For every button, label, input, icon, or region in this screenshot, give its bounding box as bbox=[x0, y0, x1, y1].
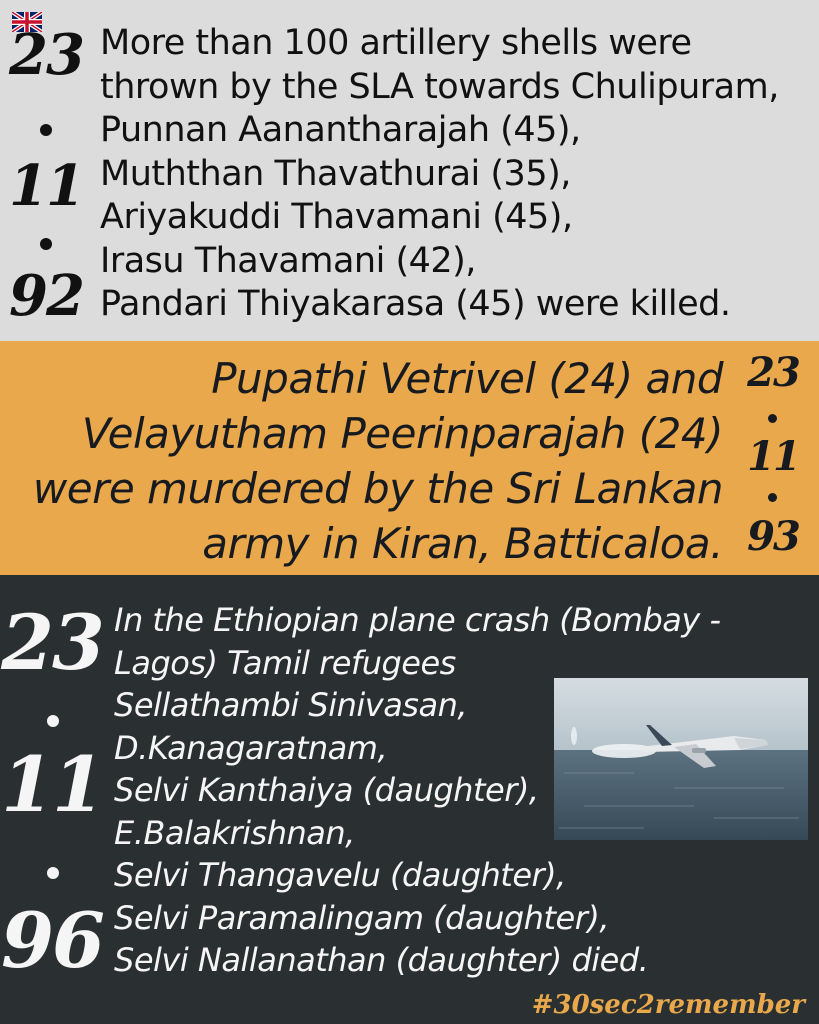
date-year: 92 bbox=[9, 263, 83, 329]
date-year: 96 bbox=[1, 896, 103, 985]
entry-1993 bbox=[0, 341, 819, 575]
date-separator-dot bbox=[47, 867, 59, 879]
text-line: Irasu Thavamani (42), bbox=[100, 240, 476, 281]
date-year: 93 bbox=[747, 513, 799, 560]
text-line: army in Kiran, Batticaloa. bbox=[202, 519, 723, 568]
date-separator-dot bbox=[40, 238, 52, 250]
plane-crash-photo bbox=[554, 678, 808, 840]
text-line: Lagos) Tamil refugees bbox=[114, 643, 456, 682]
text-line: More than 100 artillery shells were bbox=[100, 23, 692, 63]
date-separator-dot bbox=[768, 493, 777, 502]
text-line: Sellathambi Sinivasan, bbox=[114, 686, 468, 724]
date-day: 23 bbox=[1, 598, 103, 687]
date-day: 23 bbox=[747, 349, 799, 396]
text-line: Selvi Nallanathan (daughter) died. bbox=[114, 941, 649, 979]
text-line: Pupathi Vetrivel (24) and bbox=[211, 354, 723, 403]
date-separator-dot bbox=[768, 414, 777, 423]
text-line: Selvi Kanthaiya (daughter), bbox=[114, 771, 539, 809]
date-separator-dot bbox=[47, 715, 59, 727]
date-day: 23 bbox=[9, 22, 83, 88]
text-line: thrown by the SLA towards Chulipuram, bbox=[100, 66, 779, 107]
date-separator-dot bbox=[40, 124, 52, 136]
text-line: Selvi Thangavelu (daughter), bbox=[114, 856, 566, 894]
text-line: were murdered by the Sri Lankan bbox=[32, 464, 723, 513]
text-line: Muththan Thavathurai (35), bbox=[100, 153, 571, 194]
entry-text bbox=[33, 351, 723, 571]
text-line: Ariyakuddi Thavamani (45), bbox=[100, 197, 573, 237]
entry-text bbox=[100, 22, 779, 327]
text-line: Punnan Aanantharajah (45), bbox=[100, 110, 581, 150]
text-line: Selvi Paramalingam (daughter), bbox=[114, 898, 609, 937]
text-line: E.Balakrishnan, bbox=[114, 813, 355, 852]
date-month: 11 bbox=[1, 740, 103, 829]
entry-1992 bbox=[0, 0, 819, 341]
text-line: Velayutham Peerinparajah (24) bbox=[81, 409, 723, 458]
date-month: 11 bbox=[9, 153, 83, 219]
entry-1996 bbox=[0, 575, 819, 1024]
text-line: Pandari Thiyakarasa (45) were killed. bbox=[100, 284, 731, 324]
text-line: In the Ethiopian plane crash (Bombay - bbox=[114, 601, 721, 639]
text-line: D.Kanagaratnam, bbox=[114, 728, 388, 767]
hashtag: #30sec2remember bbox=[531, 990, 805, 1020]
date-month: 11 bbox=[747, 433, 799, 480]
